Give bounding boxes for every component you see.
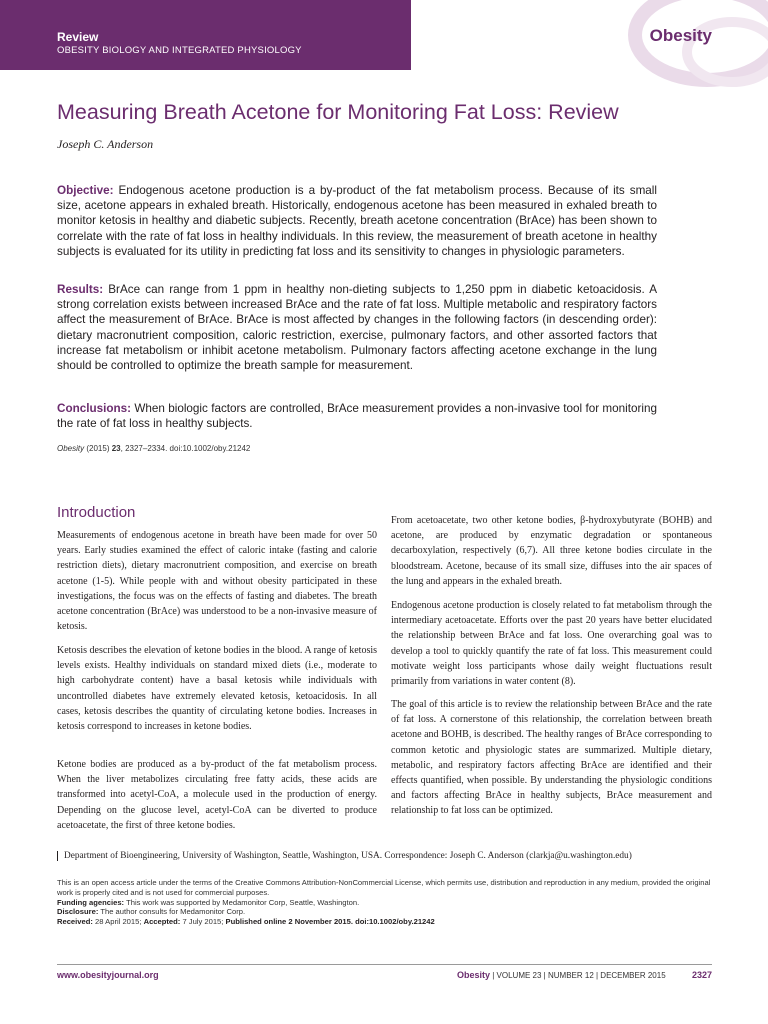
article-notes bbox=[57, 878, 717, 927]
objective-text: Endogenous acetone production is a by-product of the fat metabolism process. Because of its small size, acetone appears in exhaled breath. Historically, endogenous acetone has been measured in exhaled breath to monitor ketosis in healthy and diabetic subjects. Recently, breath acetone concentration (BrAce) has been shown to correlate with the rate of fat loss in healthy individuals. In this review, the measurement of breath acetone in healthy subjects is evaluated for its utility in predicting fat loss and its sensitivity to changes in physiologic parameters. bbox=[57, 184, 657, 258]
objective-label: Objective: bbox=[57, 184, 114, 197]
accepted-label: Accepted: bbox=[143, 917, 181, 927]
funding-label: Funding agencies: bbox=[57, 897, 125, 907]
published-info: Published online 2 November 2015. doi:10.1002/oby.21242 bbox=[225, 917, 435, 927]
received-date: 28 April 2015; bbox=[95, 917, 142, 927]
footer-divider bbox=[57, 964, 712, 965]
results-text: BrAce can range from 1 ppm in healthy non-dieting subjects to 1,250 ppm in diabetic ketoacidosis. A strong correlation exists between increased BrAce and the rate of fat loss. Multiple metabolic and respiratory factors affect the measurement of BrAce. BrAce is most affected by changes in the following factors (in descending order): dietary macronutrient composition, caloric restriction, exercise, pulmonary factors, and other assorted factors that increase fat metabolism or inhibit acetone metabolism. Pulmonary factors affecting acetone exchange in the lung should be controlled to optimize the breath sample for measurement. bbox=[57, 283, 657, 373]
intro-paragraph bbox=[57, 643, 377, 734]
page-number: 2327 bbox=[692, 970, 713, 980]
affiliation: Department of Bioengineering, University of Washington, Seattle, Washington, USA. Correspondence: Joseph C. Anderson (clarkja@u.washington.edu) bbox=[57, 851, 719, 861]
footer-issue-info bbox=[457, 970, 666, 980]
disclosure-label: Disclosure: bbox=[57, 907, 99, 917]
citation-year: (2015) bbox=[86, 444, 110, 453]
intro-paragraph bbox=[57, 757, 377, 833]
paragraph-text: Endogenous acetone production is closely related to fat metabolism through the intermediary acetoacetate. Efforts over the past 20 years have better elucidated the relationship between BrAce and fat loss. One overarching goal was to develop a tool to quickly quantify the rate of fat loss. This measurement could motivate weight loss participants whose daily weight fluctuations result primarily from variations in water content (8). bbox=[391, 600, 712, 688]
article-title: Measuring Breath Acetone for Monitoring Fat Loss: Review bbox=[57, 100, 619, 124]
subsection-label: OBESITY BIOLOGY AND INTEGRATED PHYSIOLOGY bbox=[57, 45, 302, 56]
footer-issue: | VOLUME 23 | NUMBER 12 | DECEMBER 2015 bbox=[492, 971, 666, 980]
paragraph-text: Ketosis describes the elevation of ketone bodies in the blood. A range of ketosis levels exists. Healthy individuals on standard mixed diets (i.e., moderate to high carbohydrate content) have a basal ketosis while individuals with uncontrolled diabetes have extremely elevated ketosis, ketoacidosis. In all cases, ketosis describes the quantity of circulating ketone bodies. Increases in ketosis correspond to increases in ketone bodies. bbox=[57, 645, 377, 733]
abstract-results bbox=[57, 282, 657, 373]
paragraph-text: Ketone bodies are produced as a by-product of the fat metabolism process. When the liver metabolizes circulating free fatty acids, these acids are transformed into acetyl-CoA, a molecule used in the production of energy. Depending on the glucose level, acetyl-CoA can be diverted to produce acetoacetate, the first of three ketone bodies. bbox=[57, 759, 377, 831]
ring-logo-icon bbox=[612, 0, 768, 100]
citation-volume: 23 bbox=[111, 444, 121, 453]
conclusions-label: Conclusions: bbox=[57, 402, 132, 415]
author-name: Joseph C. Anderson bbox=[57, 137, 154, 151]
intro-paragraph bbox=[391, 513, 712, 589]
disclosure-line bbox=[57, 907, 717, 917]
section-label: Review bbox=[57, 30, 99, 44]
abstract-conclusions bbox=[57, 401, 657, 431]
accepted-date: 7 July 2015; bbox=[182, 917, 224, 927]
abstract-objective bbox=[57, 183, 657, 259]
license-text: This is an open access article under the terms of the Creative Commons Attribution-NonCommercial License, which permits use, distribution and reproduction in any medium, provided the original work is properly cited and is not used for commercial purposes. bbox=[57, 878, 711, 897]
dates-line bbox=[57, 917, 717, 927]
intro-paragraph bbox=[391, 697, 712, 819]
citation bbox=[57, 444, 250, 453]
paragraph-text: From acetoacetate, two other ketone bodies, β-hydroxybutyrate (BOHB) and acetone, are produced by enzymatic degradation or spontaneous decarboxylation, respectively (6,7). All three ketone bodies circulate in the bloodstream. Acetone, because of its small size, diffuses into the air spaces of the lung and appears in the exhaled breath. bbox=[391, 515, 712, 587]
funding-text: This work was supported by Medamonitor Corp, Seattle, Washington. bbox=[126, 897, 360, 907]
citation-journal: Obesity bbox=[57, 444, 85, 453]
paragraph-text: Measurements of endogenous acetone in breath have been made for over 50 years. Early studies examined the effect of caloric intake (fasting and calorie restriction diets), dietary macronutrient composition, and exercise on breath acetone (1-5). While people with and without obesity participated in these investigations, the focus was on the effects of fasting and diabetes. The breath acetone concentration (BrAce) was understood to be a non-invasive measure of ketosis. bbox=[57, 530, 377, 633]
paragraph-text: The goal of this article is to review the relationship between BrAce and the rate of fat loss. A cornerstone of this relationship, the correlation between breath acetone and BOHB, is described. The healthy ranges of BrAce corresponding to common ketotic and physiologic states are summarized. Multiple dietary, metabolic, and respiratory factors affecting BrAce are identified and their effects quantified, when possible. By understanding the physiologic conditions and factors affecting BrAce in healthy subjects, BrAce measurement and relationship to fat loss can be optimized. bbox=[391, 699, 712, 817]
conclusions-text: When biologic factors are controlled, BrAce measurement provides a non-invasive tool for monitoring the rate of fat loss in healthy subjects. bbox=[57, 402, 658, 431]
results-label: Results: bbox=[57, 283, 104, 296]
footer-journal: Obesity bbox=[457, 970, 491, 980]
funding-line bbox=[57, 898, 717, 908]
journal-url-link[interactable]: www.obesityjournal.org bbox=[57, 970, 159, 980]
intro-paragraph bbox=[391, 598, 712, 689]
intro-paragraph bbox=[57, 528, 377, 634]
journal-logo: Obesity bbox=[649, 26, 712, 45]
citation-rest: , 2327–2334. doi:10.1002/oby.21242 bbox=[120, 444, 251, 453]
received-label: Received: bbox=[57, 917, 93, 927]
introduction-heading: Introduction bbox=[57, 504, 136, 521]
disclosure-text: The author consults for Medamonitor Corp. bbox=[100, 907, 246, 917]
